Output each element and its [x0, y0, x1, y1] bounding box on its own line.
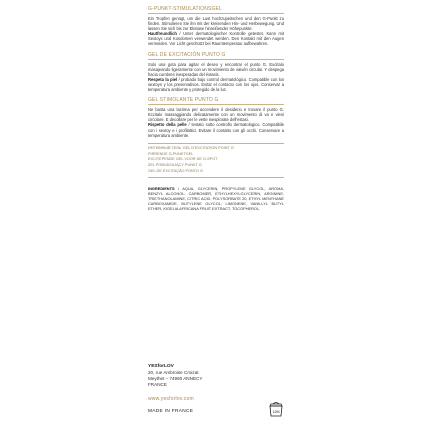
translated-name: ŻEL POBUDZAJĄCY PUNKT G	[148, 163, 202, 168]
address-line: 20, rue Ambroise Croizat	[148, 370, 199, 375]
address-line: Meythet – 74960 ANNECY	[148, 376, 203, 381]
section-paragraph: Ne basta una lacrima per accendere il desiderio e trovare il punto G. Eccitalo massaggiando delicatamente con un movimento di va e vieni circolare. E decollare per le vette inesplorate dell'estasi.	[148, 107, 284, 123]
translated-name: ИНТИМНЫЙ ГЕЛЬ 'GEL D'EXCITATION POINT G'	[148, 146, 235, 151]
pao-jar-icon	[268, 400, 284, 418]
text-column	[148, 6, 284, 215]
section-paragraph: Solo una gota para agitar el deseo y encontrar el punto G. Excítalo masajeando ligeramente con un movimiento de vaivén circular. Y despega hacia cumbres inesperadas del éxtasis.	[148, 61, 284, 77]
section-paragraph: Rispetto della pelle / testato sotto controllo dermatologico. Compatibile con i sextoy e i profilattici. Evitare il contatto con gli occhi. Conservare a temperatura ambiente.	[148, 122, 284, 138]
section-paragraph: Hautfreundlich / Unter dermatologischer Kontrolle getestet. Kann mit Sextoys und Kondomen verwendet werden. Den Kontakt mit den Augen vermeiden. Vor Licht geschützt bei Raumtemperatur aufbewahren.	[148, 31, 284, 47]
section-paragraph: Ein Tropfen genügt, um die Lust hochzupeitschen und den G-Punkt zu finden. Stimulieren Sie ihn mit der kreisenden Hin- und Herbewegung. Und lassen Sie sich bis zur Ekstase hinreißender Höhepunkte.	[148, 16, 284, 32]
section-paragraph: Respeta la piel / probado bajo control dermatológico. Compatible con los sextoys y los preservativos. Evitar el contacto con los ojos. Conservar a temperatura ambiente y protegido de la luz.	[148, 76, 284, 93]
section-italian	[148, 97, 284, 138]
translated-name: GEL DE EXCITAÇÃO PONTO G	[148, 168, 203, 173]
section-heading: GEL DE EXCITACIÓN PUNTO G	[148, 52, 284, 60]
ingredients-list: INGREDIENTS / AQUA, GLYCERIN, PROPYLENE GLYCOL, AROMA, BENZYL ALCOHOL, CARBOMER, ETHYLHEXYLGLYCERIN, ARGININE, TRIETHANOLAMINE, CITRIC ACID, POLYSORBATE 20, ETHYL MENTHANE CARBOXAMIDE, BUTYLENE GLYCOL, LIMONENE, VANILLYL BUTYL ETHER, KIGELIA AFRICANA FRUIT EXTRACT, TOCOPHEROL.	[148, 185, 284, 212]
section-heading: GEL STIMOLANTE PUNTO G	[148, 97, 284, 105]
ingredients-label: INGREDIENTS	[148, 185, 175, 191]
skin-friendly-label: Hautfreundlich	[148, 31, 177, 37]
divider	[148, 177, 284, 178]
skin-respect-label: Respeta la piel	[148, 76, 178, 82]
company-block	[148, 364, 284, 388]
translated-name: EXCITЕРENDE GEL VOOR DE G-SPOT	[148, 157, 218, 162]
divider	[148, 143, 284, 144]
translated-name: PIRRENDE G-PUNKTGEL	[148, 151, 194, 156]
website-link[interactable]: www.yesforlov.com	[148, 396, 194, 402]
section-heading: G-PUNKT-STIMULATIONSGEL	[148, 6, 284, 14]
section-german	[148, 6, 284, 47]
pao-label: 12M	[272, 410, 280, 414]
translated-names-list	[148, 146, 284, 174]
address-line: FRANCE	[148, 382, 167, 387]
section-spanish	[148, 52, 284, 93]
skin-respect-label: Rispetto della pelle	[148, 122, 187, 128]
company-name: YESforLOV	[148, 364, 174, 369]
made-in-label: MADE IN FRANCE	[148, 409, 194, 414]
